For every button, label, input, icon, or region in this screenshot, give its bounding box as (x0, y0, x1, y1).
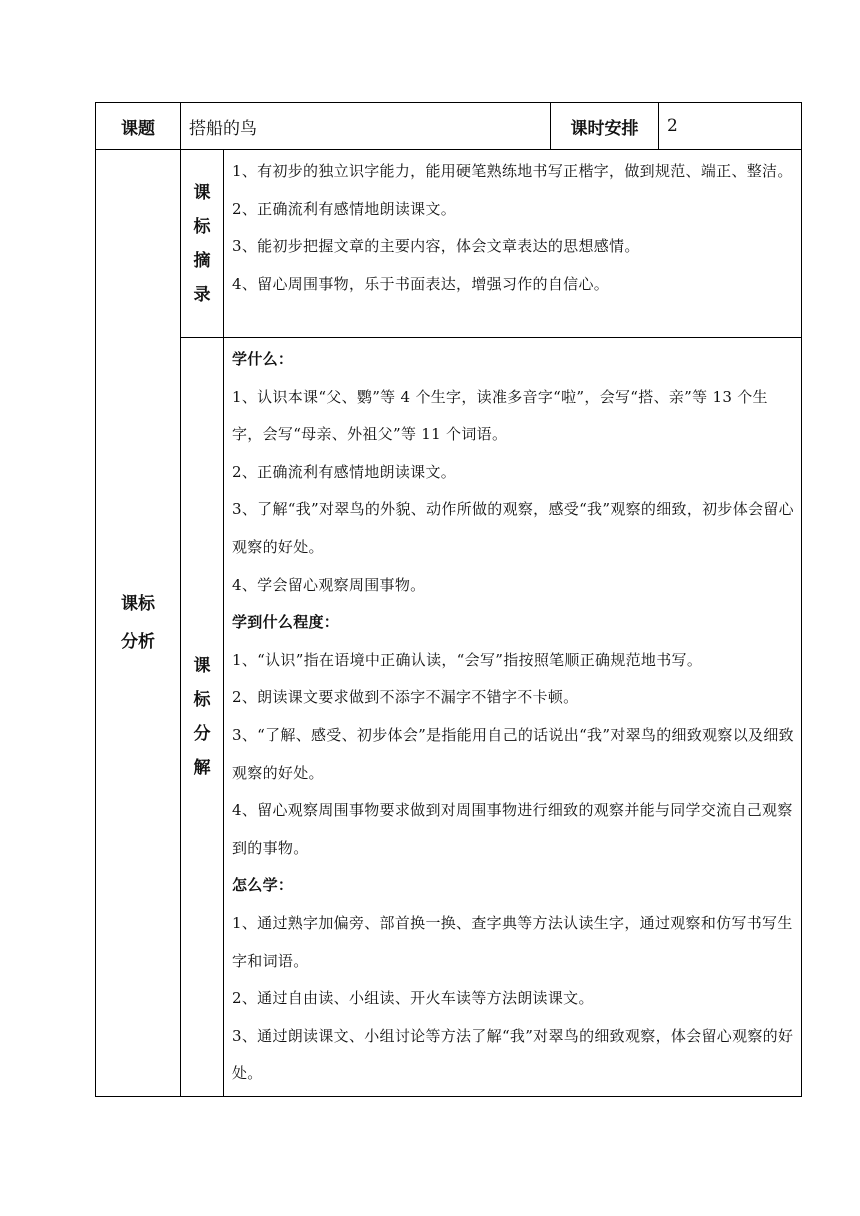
how-item: 3、通过朗读课文、小组讨论等方法了解“我”对翠鸟的细致观察，体会留心观察的好处。 (232, 1026, 794, 1083)
what-item: 2、正确流利有感情地朗读课文。 (232, 462, 457, 481)
analysis-label-line1: 课标 (121, 593, 155, 614)
how-item: 2、通过自由读、小组读、开火车读等方法朗读课文。 (232, 989, 594, 1008)
how-heading: 怎么学： (232, 876, 294, 895)
excerpt-item: 3、能初步把握文章的主要内容，体会文章表达的思想感情。 (232, 237, 640, 256)
topic-value: 搭船的鸟 (181, 103, 551, 150)
header-row (96, 103, 802, 150)
analysis-label-line2: 分析 (121, 631, 155, 652)
topic-label: 课题 (96, 103, 181, 150)
degree-heading: 学到什么程度： (232, 613, 340, 632)
excerpt-row (96, 150, 802, 338)
how-item: 1、通过熟字加偏旁、部首换一换、查字典等方法认读生字，通过观察和仿写书写生字和词语。 (232, 913, 793, 970)
what-heading: 学什么： (232, 350, 294, 368)
breakdown-content (224, 338, 802, 1097)
what-item: 1、认识本课“父、鹦”等 4 个生字，读准多音字“啦”，会写“搭、亲”等 13 个生字，会写“母亲、外祖父”等 11 个词语。 (232, 387, 768, 444)
degree-item: 4、留心观察周围事物要求做到对周围事物进行细致的观察并能与同学交流自己观察到的事物。 (232, 801, 793, 857)
degree-item: 2、朗读课文要求做到不添字不漏字不错字不卡顿。 (232, 688, 579, 707)
excerpt-label: 课 标 摘 录 (181, 150, 224, 338)
excerpt-item: 4、留心周围事物，乐于书面表达，增强习作的自信心。 (232, 274, 610, 293)
what-item: 3、了解“我”对翠鸟的外貌、动作所做的观察，感受“我”观察的细致，初步体会留心观察的好处。 (232, 500, 794, 556)
degree-item: 1、“认识”指在语境中正确认读，“会写”指按照笔顺正确规范地书写。 (232, 650, 703, 669)
degree-item: 3、“了解、感受、初步体会”是指能用自己的话说出“我”对翠鸟的细致观察以及细致观察的好处。 (232, 725, 794, 782)
breakdown-label: 课 标 分 解 (181, 338, 224, 1097)
analysis-label (96, 150, 181, 1097)
excerpt-content (224, 150, 802, 338)
schedule-label: 课时安排 (551, 103, 659, 150)
lesson-plan-table (95, 102, 802, 1097)
what-item: 4、学会留心观察周围事物。 (232, 575, 426, 594)
schedule-value: 2 (659, 103, 802, 150)
excerpt-item: 1、有初步的独立识字能力，能用硬笔熟练地书写正楷字，做到规范、端正、整洁。 (232, 162, 793, 180)
breakdown-row (96, 338, 802, 1097)
excerpt-item: 2、正确流利有感情地朗读课文。 (232, 199, 457, 218)
